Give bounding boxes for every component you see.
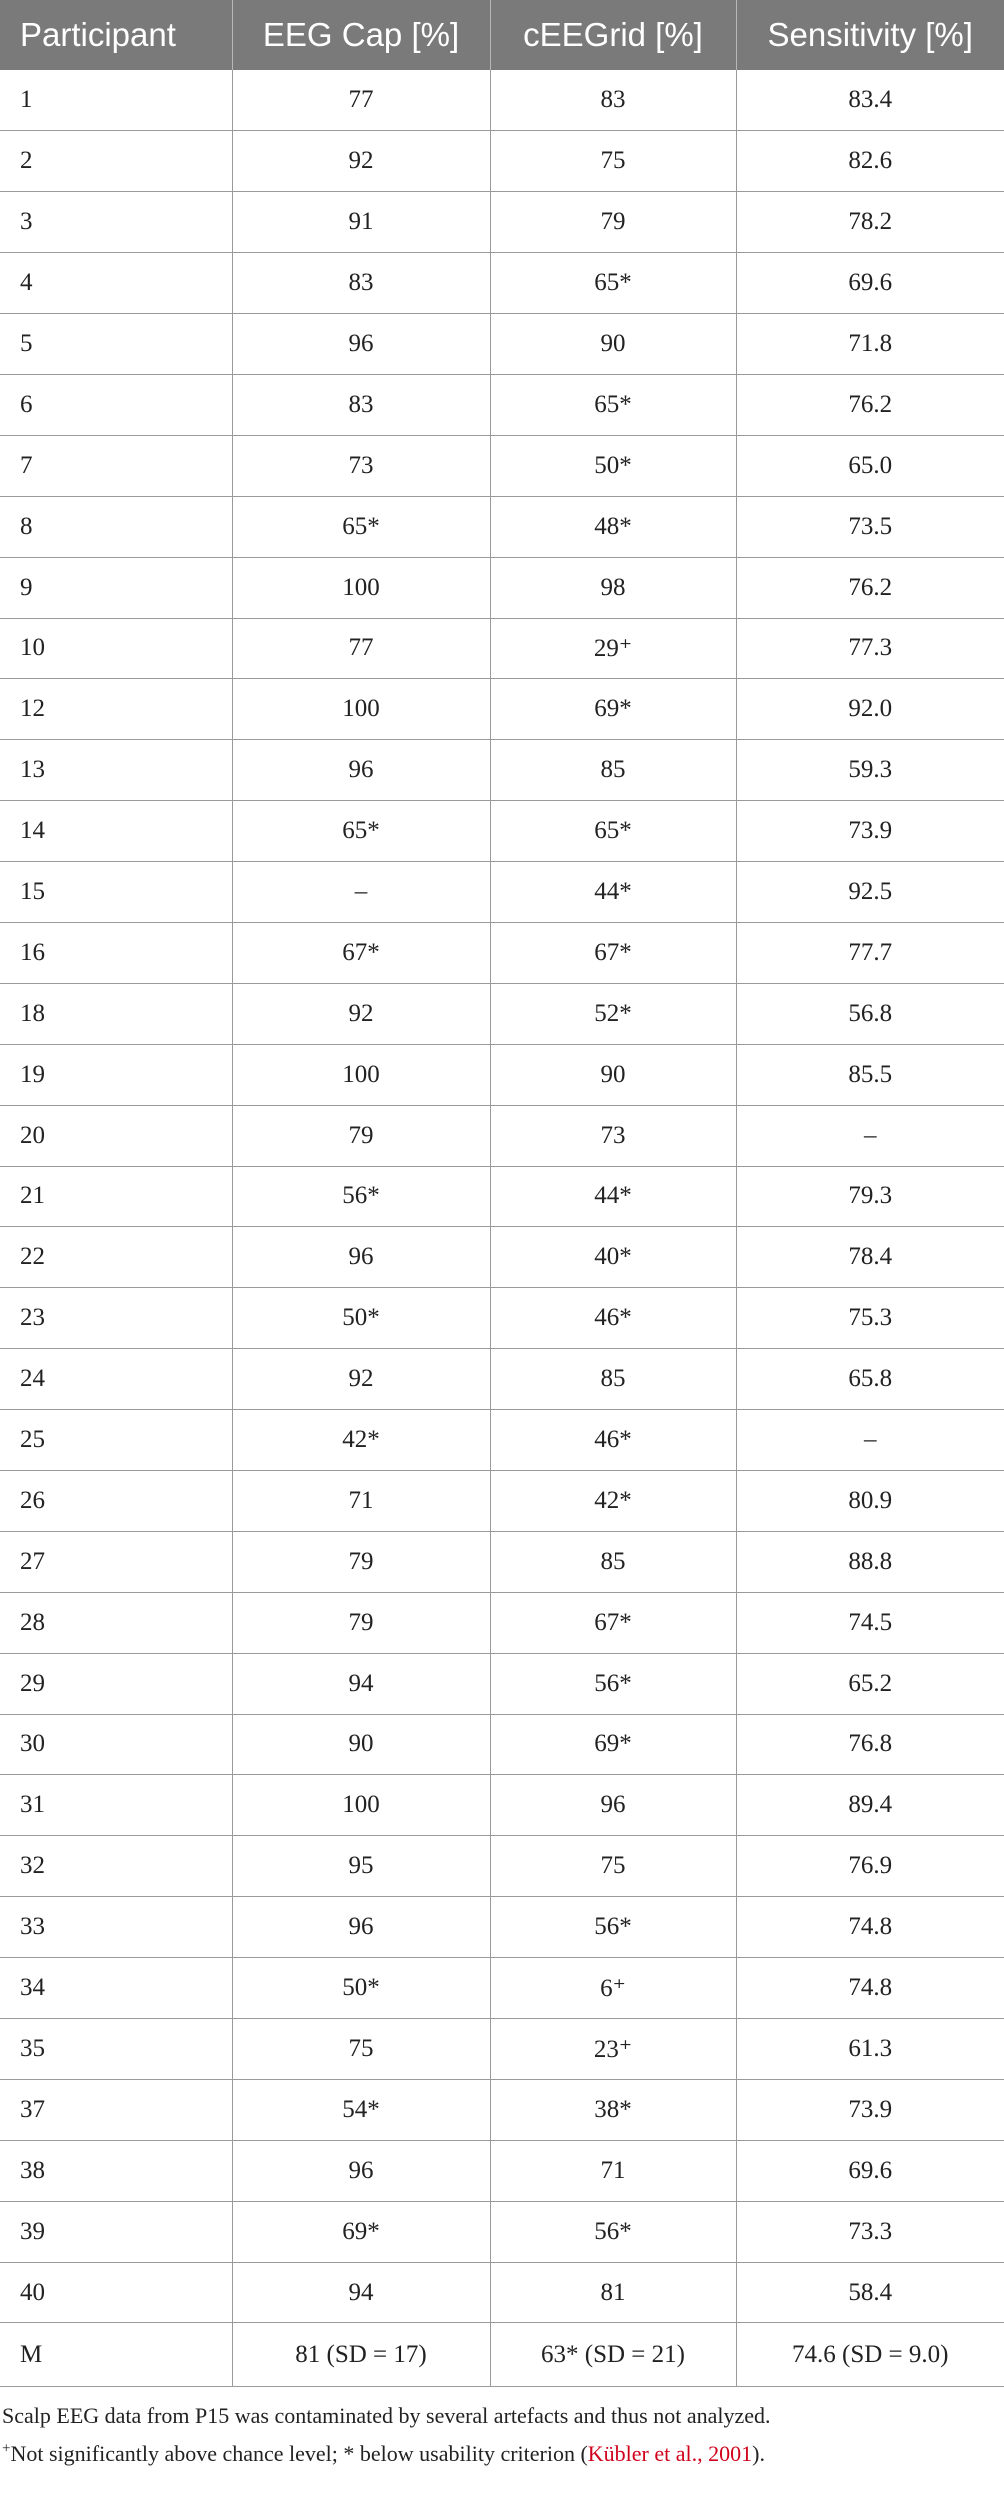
table-row [0, 1227, 1004, 1288]
cell-ceegrid: 71 [490, 2140, 736, 2201]
table-row [0, 1653, 1004, 1714]
table-body [0, 70, 1004, 2387]
cell-sensitivity: 88.8 [736, 1531, 1004, 1592]
cell-eeg-cap: 65* [232, 801, 490, 862]
cell-sensitivity: 65.8 [736, 1349, 1004, 1410]
cell-eeg-cap: 83 [232, 253, 490, 314]
cell-ceegrid: 65* [490, 253, 736, 314]
table-row [0, 192, 1004, 253]
cell-eeg-cap: 42* [232, 1410, 490, 1471]
footnote-exclusion: Scalp EEG data from P15 was contaminated by several artefacts and thus not analyzed. [2, 2403, 771, 2429]
cell-ceegrid: 46* [490, 1410, 736, 1471]
cell-sensitivity: 92.5 [736, 862, 1004, 923]
cell-sensitivity: 82.6 [736, 131, 1004, 192]
cell-sensitivity: 78.2 [736, 192, 1004, 253]
cell-sensitivity: 74.8 [736, 1958, 1004, 2019]
table-row [0, 1349, 1004, 1410]
cell-eeg-cap: 71 [232, 1470, 490, 1531]
cell-participant: 20 [0, 1105, 232, 1166]
cell-participant: 34 [0, 1958, 232, 2019]
cell-ceegrid: 75 [490, 1836, 736, 1897]
table-row [0, 1531, 1004, 1592]
cell-sensitivity: 69.6 [736, 253, 1004, 314]
cell-eeg-cap: 95 [232, 1836, 490, 1897]
cell-ceegrid: 42* [490, 1470, 736, 1531]
cell-participant: 40 [0, 2262, 232, 2323]
cell-participant: 19 [0, 1044, 232, 1105]
cell-eeg-cap: 69* [232, 2201, 490, 2262]
table-row [0, 374, 1004, 435]
header-eeg-cap: EEG Cap [%] [232, 0, 490, 70]
cell-participant: 4 [0, 253, 232, 314]
cell-sensitivity: 80.9 [736, 1470, 1004, 1531]
cell-ceegrid: 6⁺ [490, 1958, 736, 2019]
table-row [0, 1714, 1004, 1775]
footnote-marker: + [2, 2441, 11, 2458]
cell-eeg-cap: 92 [232, 1349, 490, 1410]
cell-eeg-cap: 77 [232, 618, 490, 679]
cell-participant: 13 [0, 740, 232, 801]
table-row [0, 1166, 1004, 1227]
header-ceegrid: cEEGrid [%] [490, 0, 736, 70]
cell-sensitivity: – [736, 1410, 1004, 1471]
table-row [0, 862, 1004, 923]
cell-eeg-cap: 83 [232, 374, 490, 435]
cell-participant: 1 [0, 70, 232, 131]
cell-ceegrid: 90 [490, 314, 736, 375]
cell-sensitivity: 73.9 [736, 801, 1004, 862]
cell-participant: 6 [0, 374, 232, 435]
cell-participant: 28 [0, 1592, 232, 1653]
cell-sensitivity: 73.3 [736, 2201, 1004, 2262]
header-sensitivity: Sensitivity [%] [736, 0, 1004, 70]
table-footnotes [0, 2387, 1004, 2473]
table-row [0, 983, 1004, 1044]
cell-ceegrid: 56* [490, 2201, 736, 2262]
cell-participant: 16 [0, 922, 232, 983]
cell-sensitivity: – [736, 1105, 1004, 1166]
cell-ceegrid: 81 [490, 2262, 736, 2323]
cell-participant: 7 [0, 435, 232, 496]
cell-eeg-cap: 67* [232, 922, 490, 983]
cell-sensitivity: 73.9 [736, 2079, 1004, 2140]
mean-row [0, 2323, 1004, 2387]
cell-participant: 33 [0, 1897, 232, 1958]
table-row [0, 1288, 1004, 1349]
cell-ceegrid: 69* [490, 1714, 736, 1775]
table-row [0, 435, 1004, 496]
header-participant: Participant [0, 0, 232, 70]
cell-eeg-cap: 75 [232, 2019, 490, 2080]
cell-participant: 22 [0, 1227, 232, 1288]
mean-cell-eeg-cap: 81 (SD = 17) [232, 2323, 490, 2387]
cell-ceegrid: 85 [490, 1531, 736, 1592]
cell-sensitivity: 58.4 [736, 2262, 1004, 2323]
cell-sensitivity: 78.4 [736, 1227, 1004, 1288]
cell-eeg-cap: 94 [232, 2262, 490, 2323]
cell-participant: 37 [0, 2079, 232, 2140]
cell-ceegrid: 23⁺ [490, 2019, 736, 2080]
cell-participant: 35 [0, 2019, 232, 2080]
cell-ceegrid: 50* [490, 435, 736, 496]
table-row [0, 1836, 1004, 1897]
cell-participant: 39 [0, 2201, 232, 2262]
cell-ceegrid: 46* [490, 1288, 736, 1349]
table-row [0, 1592, 1004, 1653]
cell-participant: 27 [0, 1531, 232, 1592]
footnote-significance [2, 2435, 1004, 2473]
cell-eeg-cap: 79 [232, 1105, 490, 1166]
cell-participant: 10 [0, 618, 232, 679]
cell-sensitivity: 83.4 [736, 70, 1004, 131]
cell-eeg-cap: 91 [232, 192, 490, 253]
cell-ceegrid: 85 [490, 1349, 736, 1410]
cell-sensitivity: 74.8 [736, 1897, 1004, 1958]
cell-ceegrid: 38* [490, 2079, 736, 2140]
table-row [0, 2140, 1004, 2201]
table-row [0, 253, 1004, 314]
cell-participant: 2 [0, 131, 232, 192]
cell-participant: 21 [0, 1166, 232, 1227]
table-row [0, 2019, 1004, 2080]
cell-eeg-cap: 94 [232, 1653, 490, 1714]
cell-eeg-cap: 73 [232, 435, 490, 496]
footnote-significance-text: Not significantly above chance level; * below usability criterion ( [10, 2441, 588, 2467]
cell-participant: 26 [0, 1470, 232, 1531]
table-row [0, 2262, 1004, 2323]
table-row [0, 1044, 1004, 1105]
cell-eeg-cap: 50* [232, 1958, 490, 2019]
cell-eeg-cap: 96 [232, 740, 490, 801]
cell-sensitivity: 75.3 [736, 1288, 1004, 1349]
table-row [0, 2079, 1004, 2140]
cell-eeg-cap: 79 [232, 1592, 490, 1653]
cell-eeg-cap: 96 [232, 1897, 490, 1958]
cell-participant: 14 [0, 801, 232, 862]
cell-participant: 3 [0, 192, 232, 253]
cell-ceegrid: 83 [490, 70, 736, 131]
cell-sensitivity: 65.2 [736, 1653, 1004, 1714]
cell-participant: 12 [0, 679, 232, 740]
cell-sensitivity: 76.2 [736, 557, 1004, 618]
cell-participant: 32 [0, 1836, 232, 1897]
cell-participant: 9 [0, 557, 232, 618]
cell-eeg-cap: 96 [232, 314, 490, 375]
table-row [0, 314, 1004, 375]
table-row [0, 1958, 1004, 2019]
mean-cell-ceegrid: 63* (SD = 21) [490, 2323, 736, 2387]
cell-eeg-cap: 100 [232, 1775, 490, 1836]
cell-participant: 31 [0, 1775, 232, 1836]
cell-sensitivity: 69.6 [736, 2140, 1004, 2201]
cell-ceegrid: 85 [490, 740, 736, 801]
cell-sensitivity: 56.8 [736, 983, 1004, 1044]
cell-sensitivity: 76.9 [736, 1836, 1004, 1897]
cell-eeg-cap: 50* [232, 1288, 490, 1349]
table-row [0, 1410, 1004, 1471]
cell-eeg-cap: 65* [232, 496, 490, 557]
cell-participant: 23 [0, 1288, 232, 1349]
cell-participant: 38 [0, 2140, 232, 2201]
cell-sensitivity: 73.5 [736, 496, 1004, 557]
cell-ceegrid: 69* [490, 679, 736, 740]
cell-sensitivity: 77.3 [736, 618, 1004, 679]
cell-ceegrid: 98 [490, 557, 736, 618]
cell-sensitivity: 89.4 [736, 1775, 1004, 1836]
cell-ceegrid: 67* [490, 922, 736, 983]
cell-eeg-cap: 79 [232, 1531, 490, 1592]
cell-ceegrid: 40* [490, 1227, 736, 1288]
cell-eeg-cap: 96 [232, 2140, 490, 2201]
cell-ceegrid: 75 [490, 131, 736, 192]
cell-eeg-cap: 56* [232, 1166, 490, 1227]
cell-eeg-cap: – [232, 862, 490, 923]
cell-ceegrid: 44* [490, 1166, 736, 1227]
cell-eeg-cap: 100 [232, 557, 490, 618]
cell-participant: 18 [0, 983, 232, 1044]
cell-ceegrid: 56* [490, 1897, 736, 1958]
cell-eeg-cap: 100 [232, 679, 490, 740]
cell-participant: 29 [0, 1653, 232, 1714]
citation-link[interactable]: Kübler et al., 2001 [587, 2441, 753, 2467]
cell-eeg-cap: 96 [232, 1227, 490, 1288]
cell-sensitivity: 65.0 [736, 435, 1004, 496]
cell-eeg-cap: 100 [232, 1044, 490, 1105]
cell-ceegrid: 90 [490, 1044, 736, 1105]
cell-ceegrid: 52* [490, 983, 736, 1044]
footnote-end: ). [752, 2441, 765, 2467]
cell-ceegrid: 79 [490, 192, 736, 253]
cell-sensitivity: 61.3 [736, 2019, 1004, 2080]
cell-sensitivity: 85.5 [736, 1044, 1004, 1105]
mean-cell-participant: M [0, 2323, 232, 2387]
cell-sensitivity: 79.3 [736, 1166, 1004, 1227]
table-row [0, 801, 1004, 862]
table-row [0, 2201, 1004, 2262]
cell-ceegrid: 73 [490, 1105, 736, 1166]
table-row [0, 922, 1004, 983]
cell-sensitivity: 71.8 [736, 314, 1004, 375]
cell-sensitivity: 92.0 [736, 679, 1004, 740]
table-row [0, 70, 1004, 131]
cell-eeg-cap: 92 [232, 131, 490, 192]
header-row [0, 0, 1004, 70]
cell-participant: 24 [0, 1349, 232, 1410]
cell-participant: 30 [0, 1714, 232, 1775]
cell-sensitivity: 77.7 [736, 922, 1004, 983]
table-row [0, 557, 1004, 618]
table-row [0, 131, 1004, 192]
table-row [0, 1775, 1004, 1836]
cell-ceegrid: 56* [490, 1653, 736, 1714]
cell-ceegrid: 48* [490, 496, 736, 557]
cell-participant: 5 [0, 314, 232, 375]
cell-eeg-cap: 90 [232, 1714, 490, 1775]
table-row [0, 1470, 1004, 1531]
cell-sensitivity: 59.3 [736, 740, 1004, 801]
cell-ceegrid: 44* [490, 862, 736, 923]
cell-sensitivity: 76.8 [736, 1714, 1004, 1775]
cell-ceegrid: 65* [490, 801, 736, 862]
cell-participant: 15 [0, 862, 232, 923]
table-row [0, 1105, 1004, 1166]
cell-sensitivity: 76.2 [736, 374, 1004, 435]
cell-participant: 25 [0, 1410, 232, 1471]
cell-sensitivity: 74.5 [736, 1592, 1004, 1653]
cell-eeg-cap: 77 [232, 70, 490, 131]
cell-ceegrid: 96 [490, 1775, 736, 1836]
cell-eeg-cap: 54* [232, 2079, 490, 2140]
table-row [0, 740, 1004, 801]
table-row [0, 1897, 1004, 1958]
mean-cell-sensitivity: 74.6 (SD = 9.0) [736, 2323, 1004, 2387]
cell-ceegrid: 65* [490, 374, 736, 435]
cell-eeg-cap: 92 [232, 983, 490, 1044]
table-row [0, 496, 1004, 557]
table-row [0, 618, 1004, 679]
cell-ceegrid: 29⁺ [490, 618, 736, 679]
cell-participant: 8 [0, 496, 232, 557]
table-row [0, 679, 1004, 740]
cell-ceegrid: 67* [490, 1592, 736, 1653]
